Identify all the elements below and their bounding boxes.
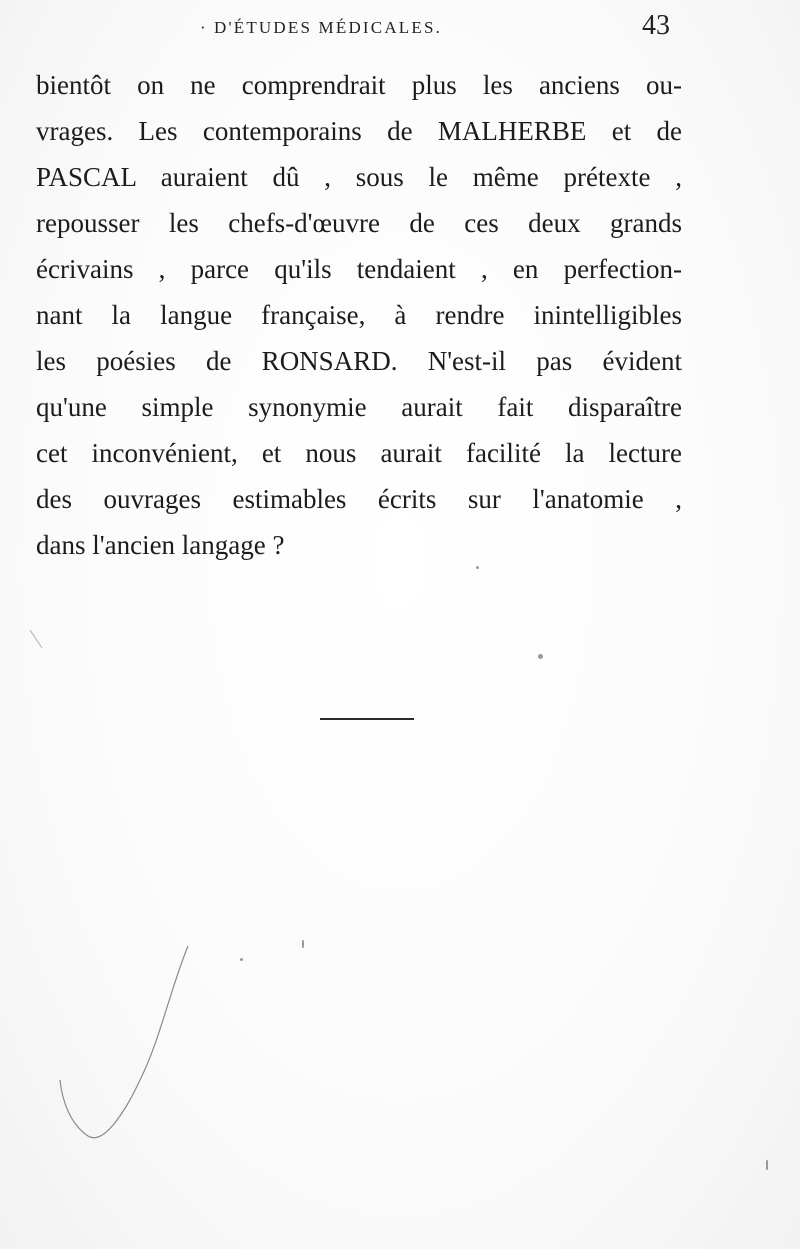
- paper-speck: [476, 566, 479, 569]
- running-title: D'ÉTUDES MÉDICALES.: [214, 18, 443, 37]
- section-rule: [320, 718, 414, 720]
- text-line-2: vrages. Les contemporains de MALHERBE et de: [36, 116, 682, 146]
- paper-speck: [302, 940, 304, 948]
- text-line-5: écrivains , parce qu'ils tendaient , en perfection-: [36, 254, 682, 284]
- text-line-9: cet inconvénient, et nous aurait facilité la lecture: [36, 438, 682, 468]
- text-line-10: des ouvrages estimables écrits sur l'anatomie ,: [36, 484, 682, 514]
- text-line-7: les poésies de RONSARD. N'est-il pas évident: [36, 346, 682, 376]
- text-line-1: bientôt on ne comprendrait plus les anciens ou-: [36, 70, 682, 100]
- body-paragraph: [36, 62, 682, 568]
- paper-speck: [538, 654, 543, 659]
- text-line-3: PASCAL auraient dû , sous le même prétexte ,: [36, 162, 682, 192]
- running-head: [200, 18, 443, 38]
- paper-speck: [240, 958, 243, 961]
- header-bullet: ·: [200, 18, 208, 37]
- text-line-8: qu'une simple synonymie aurait fait disparaître: [36, 392, 682, 422]
- paper-speck: [766, 1160, 768, 1170]
- text-line-6: nant la langue française, à rendre inintelligibles: [36, 300, 682, 330]
- page-header: [0, 10, 800, 50]
- text-line-11: dans l'ancien langage ?: [36, 530, 285, 560]
- page-number: 43: [642, 10, 670, 41]
- text-line-4: repousser les chefs-d'œuvre de ces deux grands: [36, 208, 682, 238]
